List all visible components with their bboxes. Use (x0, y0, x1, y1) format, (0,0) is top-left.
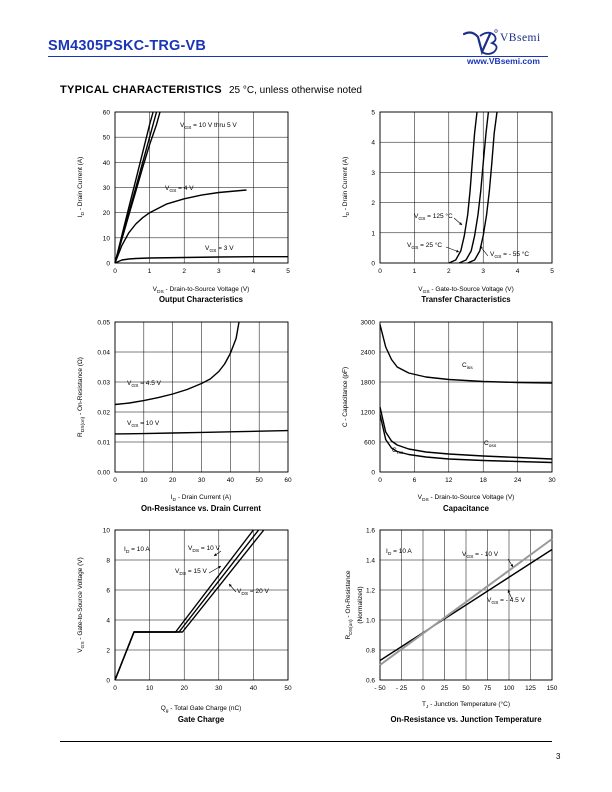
x-tick-label: 18 (479, 477, 487, 484)
curve-label: $C_{oss}$ (484, 440, 497, 449)
y-tick-label: 1800 (360, 379, 375, 387)
y-tick-label: 50 (102, 134, 110, 142)
y-tick-label: 10 (102, 235, 110, 243)
y-tick-label: 2 (371, 200, 375, 208)
y-tick-label: 1200 (360, 409, 375, 417)
capacitance-chart (342, 320, 556, 514)
y-tick-label: 600 (364, 439, 375, 447)
curve-label: $C_{rss}$ (392, 447, 404, 456)
page-number: 3 (556, 752, 561, 761)
y-tick-label: 10 (102, 527, 110, 535)
curve-label: $V_{GS} = 3$ V (205, 245, 234, 254)
y-tick-label: 30 (102, 185, 110, 192)
y-tick-label: 0.02 (97, 409, 110, 417)
y-axis-label: $V_{GS}$ - Gate-to-Source Voltage (V) (77, 557, 86, 653)
y-tick-label: 20 (102, 210, 110, 218)
y-tick-label: 1 (371, 230, 375, 238)
series-line-0 (449, 112, 477, 263)
x-tick-label: 60 (284, 477, 292, 484)
section-title: TYPICAL CHARACTERISTICS (60, 84, 222, 96)
y-tick-label: 40 (102, 159, 110, 167)
y-tick-label: 60 (102, 109, 110, 117)
x-tick-label: 10 (140, 477, 148, 484)
x-tick-label: 0 (113, 477, 117, 484)
x-tick-label: 30 (197, 477, 206, 484)
x-tick-label: 10 (145, 685, 154, 692)
x-tick-label: 4 (515, 268, 520, 275)
series-line-1 (380, 407, 552, 459)
y-axis-label: C - Capacitance (pF) (342, 366, 349, 428)
series-line-0 (380, 325, 552, 384)
x-tick-label: - 50 (374, 685, 386, 692)
y-tick-label: 0 (106, 677, 110, 685)
x-tick-label: 100 (503, 685, 515, 692)
x-tick-label: 30 (215, 685, 223, 692)
onres_temp-chart (345, 528, 558, 725)
chart-title: Capacitance (443, 504, 489, 513)
curve-label: $V_{GS} = 4$ V (165, 185, 194, 194)
y-tick-label: 0.00 (97, 469, 110, 477)
chart-title: On-Resistance vs. Junction Temperature (390, 715, 542, 724)
x-tick-label: 0 (421, 685, 425, 692)
y-tick-label: 1.4 (365, 557, 375, 565)
y-tick-label: 0.05 (97, 319, 110, 327)
x-tick-label: 125 (525, 685, 536, 692)
chart-title: On-Resistance vs. Drain Current (140, 504, 262, 513)
y-axis-label: $R_{DS(on)}$ - On-Resistance (345, 570, 354, 640)
y-tick-label: 6 (106, 587, 110, 595)
curve-label: $I_D = 10$ A (386, 548, 412, 557)
y-axis-label: $I_D$ - Drain Current (A) (77, 156, 86, 218)
y-tick-label: 0.6 (365, 677, 375, 685)
x-tick-label: 4 (251, 268, 256, 275)
series-line-4 (115, 257, 288, 263)
y-axis-label-secondary: (Normalized) (357, 586, 364, 624)
y-tick-label: 1.2 (365, 587, 375, 595)
x-tick-label: 2 (446, 268, 451, 275)
curve-label: $V_{GS} = 125$ °C (414, 213, 453, 222)
y-tick-label: 1.0 (365, 617, 375, 625)
y-tick-label: 4 (106, 617, 110, 625)
curve-label: $I_D = 10$ A (124, 546, 150, 555)
onres_current-chart (77, 320, 292, 514)
y-tick-label: 0.03 (97, 379, 110, 387)
x-tick-label: 50 (255, 477, 263, 484)
chart-title: Gate Charge (177, 715, 225, 724)
x-tick-label: 0 (378, 477, 382, 484)
curve-label: $V_{GS}$ = - 55 °C (490, 251, 530, 260)
curve-label: $V_{GS}$ = - 10 V (462, 551, 499, 560)
series-line-2 (468, 112, 497, 263)
x-axis-label: $I_D$ - Drain Current (A) (170, 494, 232, 503)
y-axis-label: $R_{DS(on)}$ - On-Resistance (Ω) (77, 357, 86, 437)
x-tick-label: 5 (550, 268, 554, 275)
curve-label: $V_{GS} = 10$ V thru 5 V (180, 122, 237, 131)
x-tick-label: 3 (481, 268, 486, 275)
y-tick-label: 3000 (360, 319, 375, 327)
y-tick-label: 5 (371, 109, 375, 117)
curve-label: $V_{GS} = 10$ V (127, 420, 160, 429)
y-axis-label: $I_D$ - Drain Current (A) (342, 156, 351, 218)
y-tick-label: 1.6 (365, 527, 375, 535)
x-axis-label: $V_{DS}$ - Drain-to-Source Voltage (V) (152, 286, 250, 295)
y-tick-label: 2400 (360, 349, 375, 357)
x-tick-label: 12 (445, 477, 453, 484)
y-tick-label: 0 (106, 260, 110, 268)
y-tick-label: 8 (106, 557, 110, 565)
y-tick-label: 4 (371, 139, 375, 147)
plot-frame (380, 322, 552, 472)
x-tick-label: 6 (412, 477, 417, 484)
series-line-0 (115, 322, 239, 405)
section-subtitle: 25 °C, unless otherwise noted (229, 85, 362, 96)
x-tick-label: 5 (286, 268, 290, 275)
x-axis-label: $V_{DS}$ - Drain-to-Source Voltage (V) (417, 494, 515, 503)
y-tick-label: 0.04 (97, 349, 110, 357)
curve-label: $V_{GS} = 25$ °C (407, 242, 443, 251)
x-tick-label: 25 (440, 685, 449, 692)
chart-title: Output Characteristics (158, 295, 244, 304)
y-tick-label: 3 (371, 169, 375, 177)
chart-title: Transfer Characteristics (421, 295, 511, 304)
gate_charge-chart (77, 528, 292, 725)
output-chart (77, 110, 290, 305)
x-axis-label: $Q_g$ - Total Gate Charge (nC) (160, 705, 242, 714)
y-tick-label: 0 (371, 469, 375, 477)
x-tick-label: 1 (147, 268, 152, 275)
x-tick-label: 50 (284, 685, 292, 692)
curve-label: $V_{DS} = 20$ V (237, 588, 269, 597)
x-tick-label: 2 (182, 268, 187, 275)
logo-wordmark: VBsemi (500, 32, 541, 44)
transfer-chart (342, 110, 554, 305)
x-tick-label: 3 (216, 268, 221, 275)
x-tick-label: 0 (378, 268, 382, 275)
x-tick-label: 40 (249, 685, 258, 692)
curve-label: $V_{GS}$ = - 4.5 V (487, 597, 525, 606)
x-tick-label: 0 (113, 268, 117, 275)
footer-divider (60, 741, 552, 742)
x-tick-label: 30 (548, 477, 556, 484)
x-axis-label: $T_J$ - Junction Temperature (°C) (421, 701, 511, 710)
y-tick-label: 0.8 (365, 647, 375, 655)
x-axis-label: $V_{GS}$ - Gate-to-Source Voltage (V) (418, 286, 514, 295)
x-tick-label: 20 (169, 477, 177, 484)
arrow-head (214, 553, 217, 556)
x-tick-label: 150 (546, 685, 558, 692)
plot-frame (380, 112, 552, 263)
y-tick-label: 0.01 (97, 439, 110, 447)
y-tick-label: 0 (371, 260, 375, 268)
x-tick-label: 1 (412, 268, 417, 275)
curve-label: $C_{iss}$ (462, 362, 473, 371)
x-tick-label: 20 (180, 685, 188, 692)
x-tick-label: 50 (462, 685, 470, 692)
x-tick-label: 0 (113, 685, 117, 692)
website-link[interactable]: www.VBsemi.com (467, 56, 540, 66)
curve-label: $V_{DS} = 10$ V (188, 545, 220, 554)
series-line-3 (115, 190, 247, 263)
part-number: SM4305PSKC-TRG-VB (48, 38, 207, 54)
curve-label: $V_{DS} = 15$ V (175, 568, 207, 577)
x-tick-label: - 25 (395, 685, 408, 692)
y-tick-label: 2 (106, 647, 110, 655)
curve-label: $V_{GS} = 4.5$ V (127, 380, 161, 389)
x-tick-label: 75 (483, 685, 492, 692)
x-tick-label: 24 (513, 477, 522, 484)
x-tick-label: 40 (226, 477, 234, 484)
